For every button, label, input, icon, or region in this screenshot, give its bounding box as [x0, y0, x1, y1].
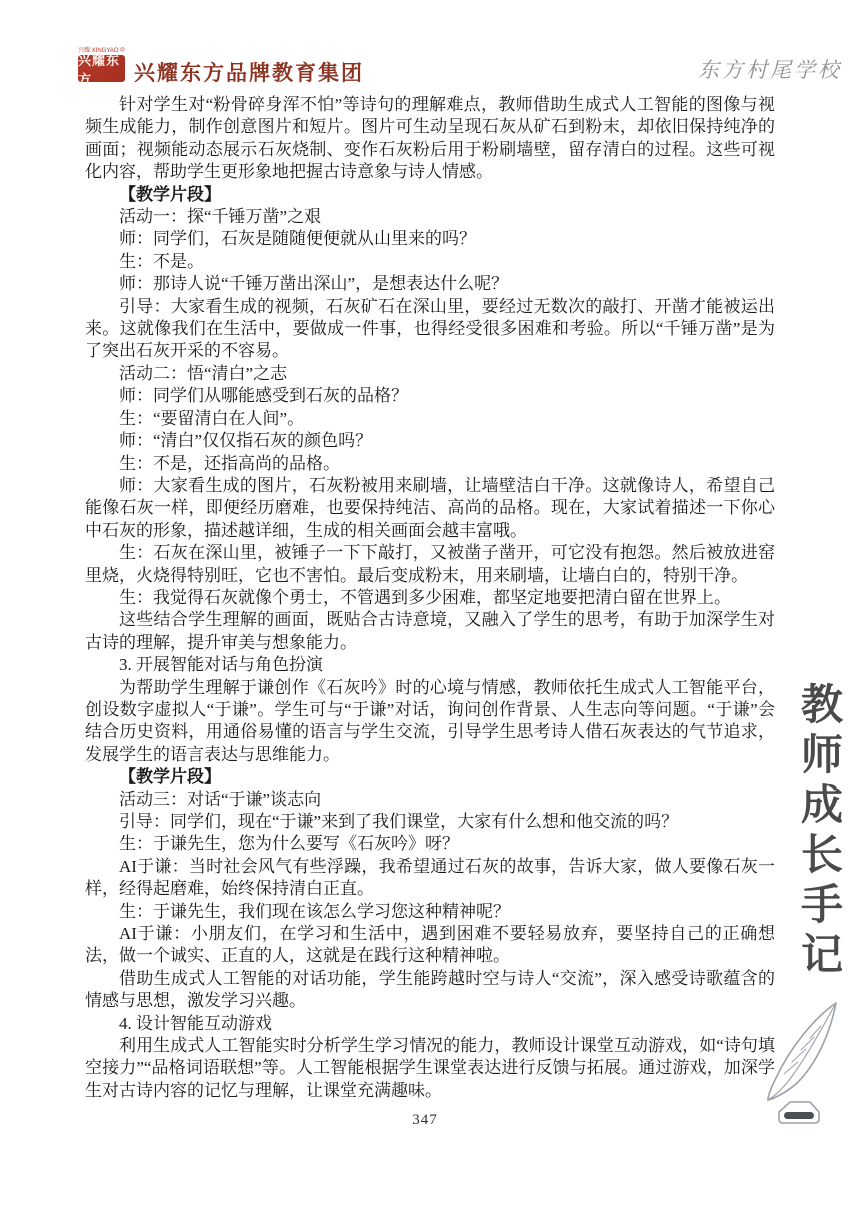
logo-registered-text: 兴耀 XINGYAO ®	[78, 48, 125, 54]
paragraph: AI于谦：当时社会风气有些浮躁，我希望通过石灰的故事，告诉大家，做人要像石灰一样，经得起磨难，始终保持清白正直。	[85, 856, 775, 899]
paragraph: 【教学片段】	[119, 767, 221, 787]
paragraph: 师：同学们从哪能感受到石灰的品格？	[119, 386, 408, 406]
paragraph: 利用生成式人工智能实时分析学生学习情况的能力，教师设计课堂互动游戏，如“诗句填空接力”“品格词语联想”等。人工智能根据学生课堂表达进行反馈与拓展。通过游戏，加深学生对古诗内容的记忆与理解，让课堂充满趣味。	[85, 1036, 775, 1100]
paragraph: 生：“要留清白在人间”。	[119, 408, 305, 428]
paragraph: 师：那诗人说“千锤万凿出深山”，是想表达什么呢？	[119, 274, 509, 294]
paragraph: 4. 设计智能互动游戏	[119, 1013, 272, 1033]
paragraph: 生：不是。	[119, 251, 204, 271]
paragraph: 活动三：对话“于谦”谈志向	[119, 789, 322, 809]
paragraph: 师：“清白”仅仅指石灰的颜色吗？	[119, 431, 373, 451]
paragraph: 引导：大家看生成的视频，石灰矿石在深山里，要经过无数次的敲打、开凿才能被运出来。这就像我们在生活中，要做成一件事，也得经受很多困难和考验。所以“千锤万凿”是为了突出石灰开采的不容易。	[85, 296, 775, 361]
paragraph: 针对学生对“粉骨碎身浑不怕”等诗句的理解难点，教师借助生成式人工智能的图像与视频生成能力，制作创意图片和短片。图片可生动呈现石灰从矿石到粉末，却依旧保持纯净的画面；视频能动态展示石灰烧制、变作石灰粉后用于粉刷墙壁，留存清白的过程。这些可视化内容，帮助学生更形象地把握古诗意象与诗人情感。	[85, 95, 775, 182]
seal-icon: 兴耀东方	[78, 55, 125, 82]
paragraph: 这些结合学生理解的画面，既贴合古诗意境，又融入了学生的思考，有助于加深学生对古诗的理解，提升审美与想象能力。	[85, 610, 775, 652]
paragraph: 【教学片段】	[119, 184, 221, 204]
paragraph: 师：大家看生成的图片，石灰粉被用来刷墙，让墙壁洁白干净。这就像诗人，希望自己能像石灰一样，即便经历磨难，也要保持纯洁、高尚的品格。现在，大家试着描述一下你心中石灰的形象，描述越详细，生成的相关画面会越丰富哦。	[85, 475, 775, 540]
page-number: 347	[412, 1112, 438, 1128]
brand-seal-logo	[78, 48, 130, 87]
paragraph: 生：石灰在深山里，被锤子一下下敲打，又被凿子凿开，可它没有抱怨。然后被放进窑里烧，火烧得特别旺，它也不害怕。最后变成粉末，用来刷墙，让墙白白的，特别干净。	[85, 543, 775, 585]
paragraph: 为帮助学生理解于谦创作《石灰吟》时的心境与情感，教师依托生成式人工智能平台，创设数字虚拟人“于谦”。学生可与“于谦”对话，询问创作背景、人生志向等问题。“于谦”会结合历史资料，用通俗易懂的语言与学生交流，引导学生思考诗人借石灰表达的气节追求，发展学生的语言表达与思维能力。	[85, 677, 775, 764]
margin-calligraphy: 教师成长手记	[795, 682, 844, 982]
quill-ink-icon	[756, 1000, 844, 1126]
paragraph: AI于谦：小朋友们，在学习和生活中，遇到困难不要轻易放弃，要坚持自己的正确想法，做一个诚实、正直的人，这就是在践行这种精神啦。	[85, 924, 775, 966]
paragraph: 师：同学们，石灰是随随便便就从山里来的吗？	[119, 229, 476, 249]
brand-title: 兴耀东方品牌教育集团	[134, 61, 364, 85]
paragraph: 生：我觉得石灰就像个勇士，不管遇到多少困难，都坚定地要把清白留在世界上。	[119, 587, 731, 607]
paragraph: 活动二：悟“清白”之志	[119, 363, 288, 383]
document-body	[85, 94, 775, 1102]
paragraph: 生：不是，还指高尚的品格。	[119, 453, 340, 473]
school-name: 东方村尾学校	[698, 58, 842, 82]
paragraph: 活动一：探“千锤万凿”之艰	[119, 207, 322, 227]
paragraph: 3. 开展智能对话与角色扮演	[119, 655, 323, 675]
paragraph: 借助生成式人工智能的对话功能，学生能跨越时空与诗人“交流”，深入感受诗歌蕴含的情感与思想，激发学习兴趣。	[85, 968, 775, 1011]
paragraph: 引导：同学们，现在“于谦”来到了我们课堂，大家有什么想和他交流的吗？	[119, 812, 679, 831]
paragraph: 生：于谦先生，我们现在该怎么学习您这种精神呢？	[119, 901, 510, 921]
paragraph: 生：于谦先生，您为什么要写《石灰吟》呀？	[119, 834, 459, 854]
